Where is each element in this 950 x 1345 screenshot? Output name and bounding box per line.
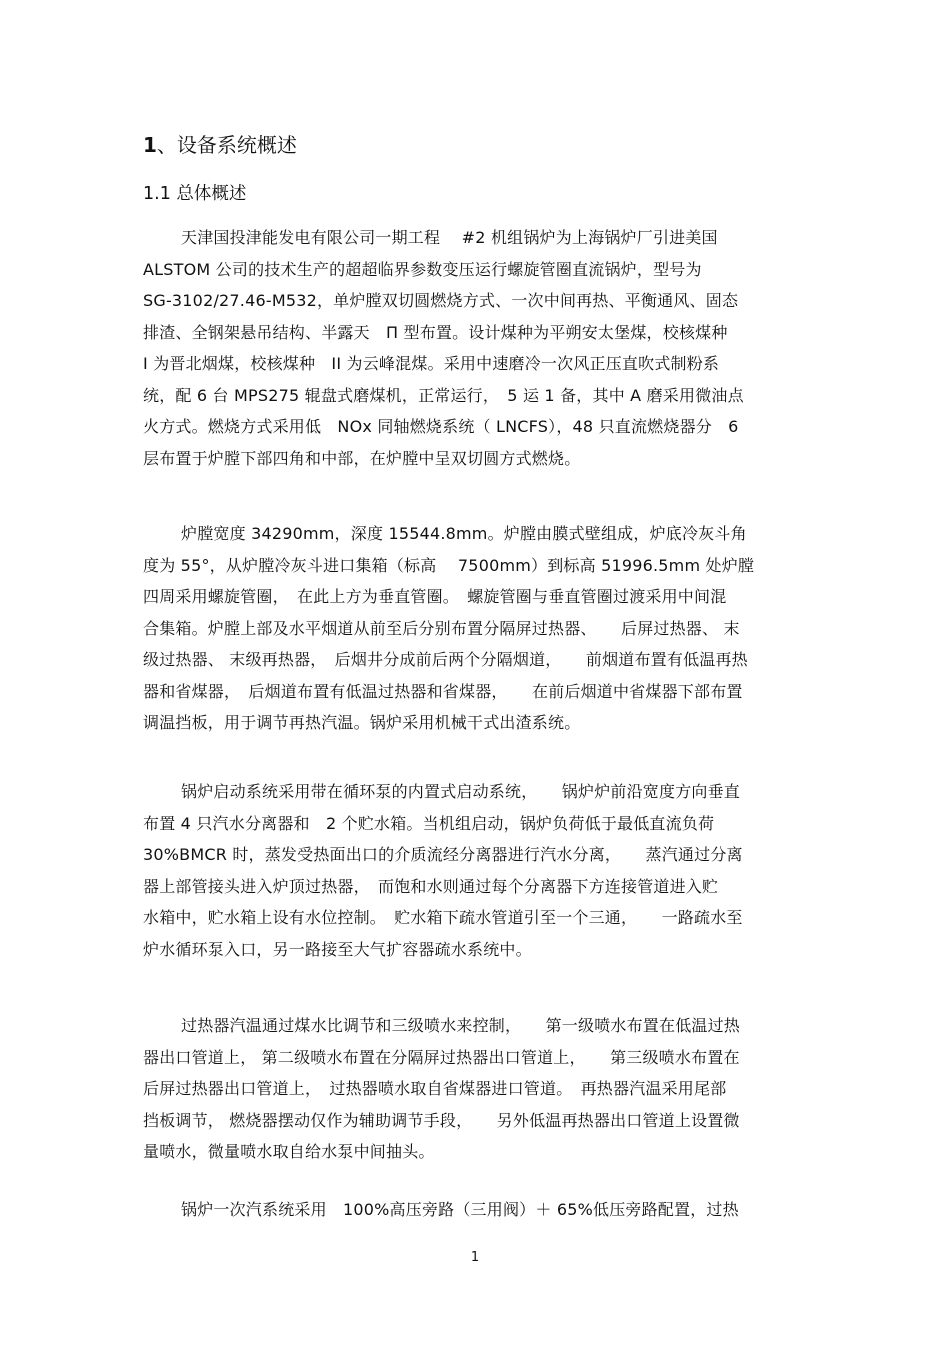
section-heading bbox=[143, 129, 297, 158]
paragraph-line: SG-3102/27.46-M532，单炉膛双切圆燃烧方式、一次中间再热、平衡通风、固态 bbox=[143, 291, 739, 310]
paragraph-line: 锅炉启动系统采用带在循环泵的内置式启动系统， 锅炉炉前沿宽度方向垂直 bbox=[181, 782, 741, 801]
paragraph-line: 火方式。燃烧方式采用低 NOx 同轴燃烧系统（ LNCFS），48 只直流燃烧器分 6 bbox=[143, 417, 739, 436]
paragraph-line: 级过热器、 末级再热器， 后烟井分成前后两个分隔烟道， 前烟道布置有低温再热 bbox=[143, 650, 748, 669]
paragraph-line: 排渣、全钢架悬吊结构、半露天 Π 型布置。设计煤种为平朔安太堡煤，校核煤种 bbox=[143, 322, 728, 342]
paragraph-line: 布置 4 只汽水分离器和 2 个贮水箱。当机组启动，锅炉负荷低于最低直流负荷 bbox=[143, 813, 715, 833]
page-number: 1 bbox=[470, 1250, 480, 1265]
paragraph-startup-system bbox=[143, 776, 808, 965]
paragraph-line: 炉膛宽度 34290mm，深度 15544.8mm。炉膛由膜式壁组成，炉底冷灰斗角 bbox=[181, 524, 747, 543]
paragraph-line: I 为晋北烟煤，校核煤种 II 为云峰混煤。采用中速磨冷一次风正压直吹式制粉系 bbox=[143, 354, 720, 373]
paragraph-line: 水箱中，贮水箱上设有水位控制。 贮水箱下疏水管道引至一个三通， 一路疏水至 bbox=[143, 908, 743, 927]
section-number: 1 bbox=[143, 133, 157, 157]
paragraph-line: 四周采用螺旋管圈， 在此上方为垂直管圈。 螺旋管圈与垂直管圈过渡采用中间混 bbox=[143, 587, 727, 606]
paragraph-line: 天津国投津能发电有限公司一期工程 #2 机组锅炉为上海锅炉厂引进美国 bbox=[181, 228, 718, 247]
section-title: 、设备系统概述 bbox=[156, 133, 297, 157]
paragraph-line: 器和省煤器， 后烟道布置有低温过热器和省煤器， 在前后烟道中省煤器下部布置 bbox=[143, 681, 743, 701]
paragraph-line: 统，配 6 台 MPS275 辊盘式磨煤机，正常运行， 5 运 1 备，其中 A 磨采用微油点 bbox=[143, 385, 744, 405]
paragraph-line: 后屏过热器出口管道上， 过热器喷水取自省煤器进口管道。 再热器汽温采用尾部 bbox=[143, 1079, 727, 1098]
paragraph-line: 合集箱。炉膛上部及水平烟道从前至后分别布置分隔屏过热器、 后屏过热器、 末 bbox=[143, 618, 740, 638]
paragraph-line: 层布置于炉膛下部四角和中部，在炉膛中呈双切圆方式燃烧。 bbox=[143, 448, 581, 468]
paragraph-line: 炉水循环泵入口，另一路接至大气扩容器疏水系统中。 bbox=[143, 939, 532, 959]
paragraph-boiler-overview bbox=[143, 222, 808, 474]
paragraph-line: 锅炉一次汽系统采用 100%高压旁路（三用阀）＋ 65%低压旁路配置，过热 bbox=[181, 1200, 739, 1219]
paragraph-line: 器出口管道上， 第二级喷水布置在分隔屏过热器出口管道上， 第三级喷水布置在 bbox=[143, 1047, 740, 1067]
subsection-heading: 1.1 总体概述 bbox=[143, 184, 247, 204]
paragraph-furnace bbox=[143, 518, 808, 739]
paragraph-line: 量喷水，微量喷水取自给水泵中间抽头。 bbox=[143, 1142, 435, 1161]
paragraph-line: 过热器汽温通过煤水比调节和三级喷水来控制， 第一级喷水布置在低温过热 bbox=[181, 1016, 741, 1035]
paragraph-steam-temperature bbox=[143, 1010, 808, 1168]
paragraph-line: 调温挡板，用于调节再热汽温。锅炉采用机械干式出渣系统。 bbox=[143, 713, 581, 732]
paragraph-bypass-system bbox=[143, 1194, 808, 1226]
paragraph-line: 度为 55°，从炉膛冷灰斗进口集箱（标高 7500mm）到标高 51996.5mm 处炉膛 bbox=[143, 555, 755, 575]
paragraph-line: 挡板调节， 燃烧器摆动仅作为辅助调节手段， 另外低温再热器出口管道上设置微 bbox=[143, 1110, 740, 1130]
paragraph-line: 30%BMCR 时，蒸发受热面出口的介质流经分离器进行汽水分离， 蒸汽通过分离 bbox=[143, 845, 743, 864]
paragraph-line: 器上部管接头进入炉顶过热器， 而饱和水则通过每个分离器下方连接管道进入贮 bbox=[143, 876, 719, 896]
paragraph-line: ALSTOM 公司的技术生产的超超临界参数变压运行螺旋管圈直流锅炉，型号为 bbox=[143, 259, 702, 279]
